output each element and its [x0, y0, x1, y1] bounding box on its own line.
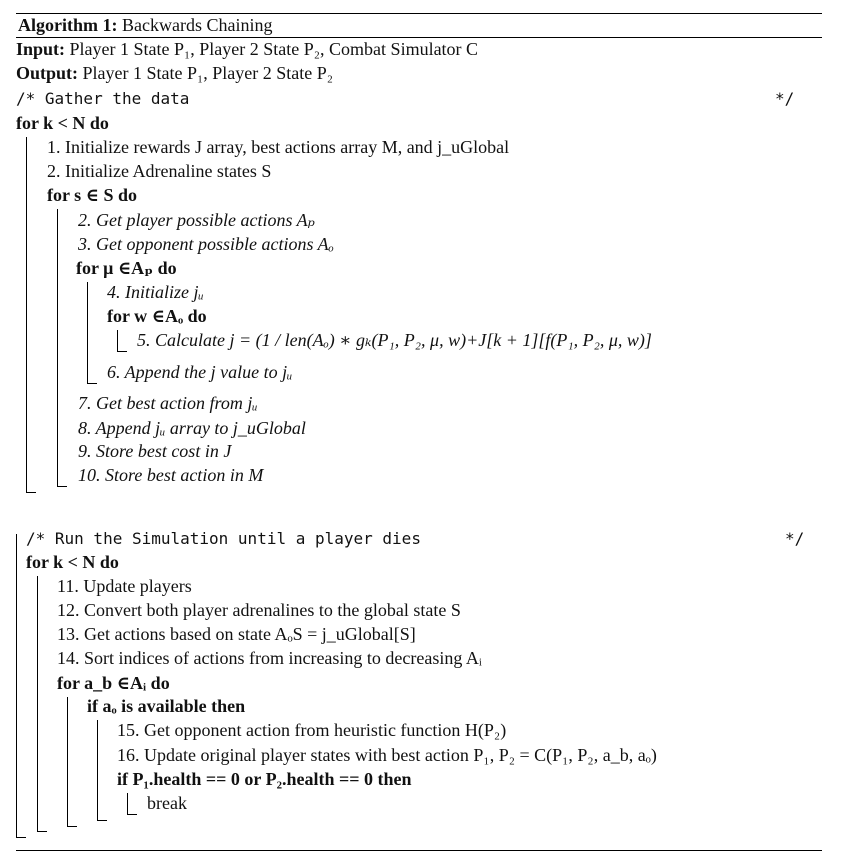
- comment-gather: /* Gather the data: [16, 89, 190, 108]
- for-mu-header: for μ ∈Aₚ do: [76, 258, 177, 278]
- outer-tick: [16, 837, 26, 838]
- loop2-tick: [37, 831, 47, 832]
- for-s-header: for s ∈ S do: [47, 185, 138, 205]
- step-14: 14. Sort indices of actions from increasing to decreasing Aᵢ: [57, 648, 482, 668]
- comment-simulation-end: */: [785, 529, 805, 548]
- loop1-tick: [26, 492, 36, 493]
- if-available-header: if aₒ is available then: [87, 696, 246, 716]
- for-s-tick: [57, 486, 67, 487]
- for-ab-tick: [67, 826, 77, 827]
- step-a6: 6. Append the j value to jᵤ: [107, 362, 293, 382]
- step-a10: 10. Store best action in M: [78, 465, 264, 485]
- output-text: Player 1 State P₁, Player 2 State P₂: [82, 63, 334, 83]
- step-2: 2. Initialize Adrenaline states S: [47, 161, 272, 181]
- for-loop-2-header: for k < N do: [26, 552, 119, 572]
- step-12: 12. Convert both player adrenalines to the global state S: [57, 600, 461, 620]
- if-health-bar: [127, 793, 128, 815]
- step-a2: 2. Get player possible actions Aₚ: [78, 210, 315, 230]
- break-statement: break: [147, 793, 187, 813]
- if-available-bar: [97, 720, 98, 821]
- output-label: Output:: [16, 63, 79, 83]
- for-mu-tick: [87, 383, 97, 384]
- step-a7: 7. Get best action from jᵤ: [78, 393, 258, 413]
- for-w-bar: [117, 330, 118, 352]
- loop1-bar: [26, 137, 27, 493]
- for-w-header: for w ∈Aₒ do: [107, 306, 207, 326]
- algorithm-title: Backwards Chaining: [121, 15, 273, 35]
- input-line: [16, 38, 478, 60]
- step-a5: 5. Calculate j = (1 / len(Aₒ) ∗ gₖ(P₁, P₂, μ, w)+J[k + 1][f(P₁, P₂, μ, w)]: [137, 330, 652, 350]
- input-text: Player 1 State P₁, Player 2 State P₂, Combat Simulator C: [69, 39, 479, 59]
- input-label: Input:: [16, 39, 66, 59]
- for-mu-bar: [87, 282, 88, 384]
- for-w-tick: [117, 351, 127, 352]
- step-15: 15. Get opponent action from heuristic function H(P₂): [117, 720, 507, 740]
- algorithm-header: [18, 14, 272, 36]
- output-line: [16, 62, 333, 84]
- comment-simulation: /* Run the Simulation until a player dies: [26, 529, 421, 548]
- loop2-bar: [37, 576, 38, 832]
- if-health-header: if P₁.health == 0 or P₂.health == 0 then: [117, 769, 412, 789]
- step-a3: 3. Get opponent possible actions Aₒ: [78, 234, 334, 254]
- if-available-tick: [97, 820, 107, 821]
- algorithm-label: Algorithm 1:: [18, 15, 118, 35]
- for-s-bar: [57, 209, 58, 487]
- for-ab-header: for a_b ∈Aᵢ do: [57, 673, 170, 693]
- outer-bar: [16, 534, 17, 838]
- if-health-tick: [127, 814, 137, 815]
- step-11: 11. Update players: [57, 576, 192, 596]
- step-a8: 8. Append jᵤ array to j_uGlobal: [78, 418, 306, 438]
- for-loop-1-header: for k < N do: [16, 113, 109, 133]
- step-1: 1. Initialize rewards J array, best actions array M, and j_uGlobal: [47, 137, 510, 157]
- step-a4: 4. Initialize jᵤ: [107, 282, 204, 302]
- step-13: 13. Get actions based on state AₒS = j_uGlobal[S]: [57, 624, 416, 644]
- comment-gather-end: */: [775, 89, 795, 108]
- for-ab-bar: [67, 697, 68, 827]
- step-16: 16. Update original player states with best action P₁, P₂ = C(P₁, P₂, a_b, aₒ): [117, 745, 657, 765]
- step-a9: 9. Store best cost in J: [78, 441, 232, 461]
- bottom-rule: [16, 850, 822, 851]
